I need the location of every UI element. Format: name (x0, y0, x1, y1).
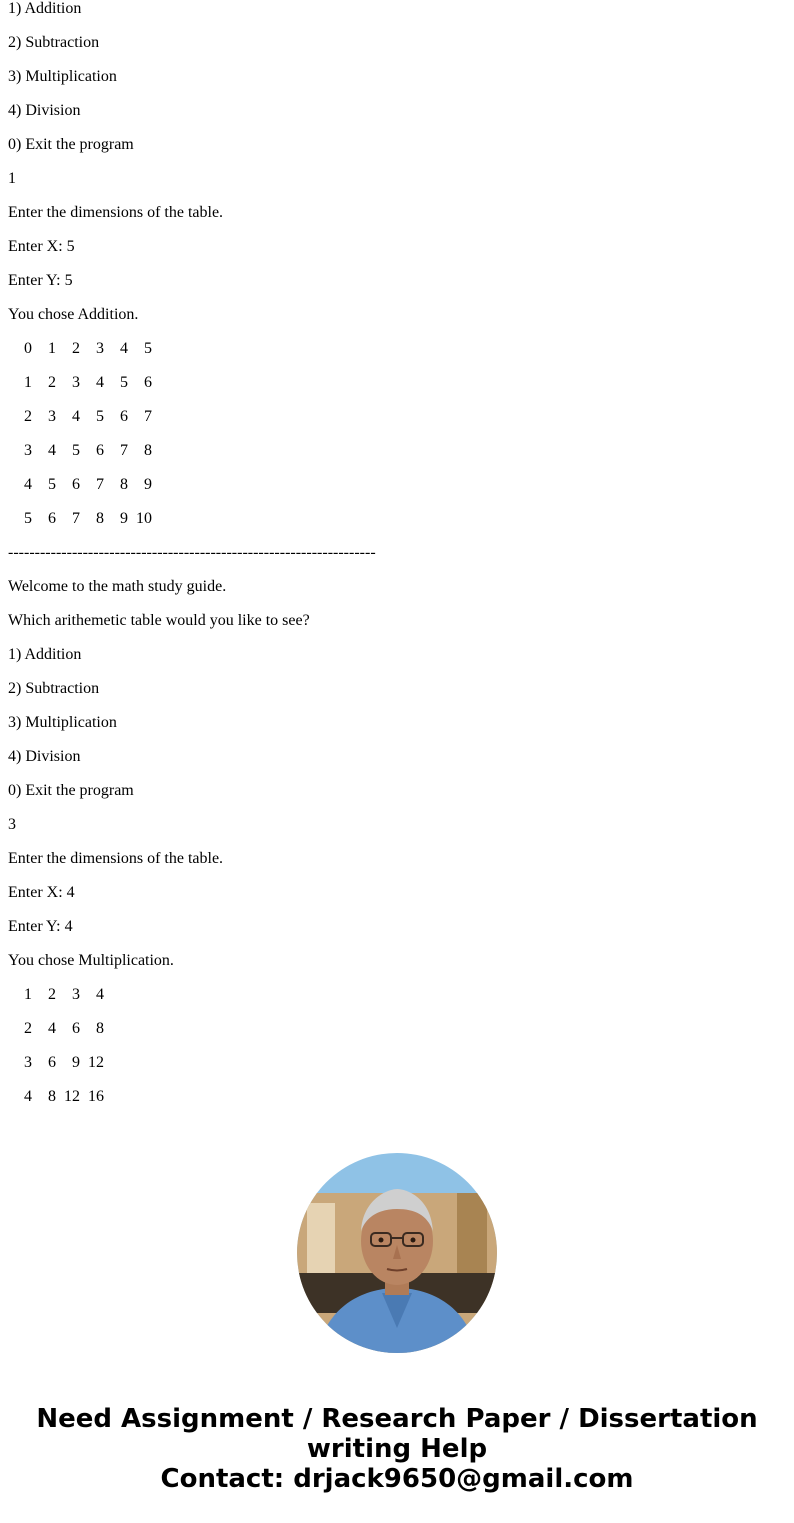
table-cell: 2 (24, 1020, 32, 1037)
table-cell: 3 (24, 442, 32, 459)
table-cell: 4 (120, 340, 128, 357)
multiplication-table (8, 986, 788, 1122)
table-row (8, 1020, 788, 1054)
table-row (8, 476, 788, 510)
table-cell: 5 (48, 476, 56, 493)
table-cell: 2 (48, 986, 56, 1003)
menu-question: Which arithemetic table would you like to see? (8, 612, 310, 629)
table-cell: 5 (120, 374, 128, 391)
table-cell: 16 (88, 1088, 104, 1105)
table-cell: 2 (48, 374, 56, 391)
table-cell: 3 (72, 374, 80, 391)
table-cell: 4 (48, 442, 56, 459)
table-cell: 5 (24, 510, 32, 527)
dimensions-prompt: Enter the dimensions of the table. (8, 204, 224, 221)
user-choice: 1 (8, 170, 16, 187)
table-cell: 9 (72, 1054, 80, 1071)
portrait-image (297, 1153, 497, 1353)
table-cell: 0 (24, 340, 32, 357)
promo-banner (0, 1404, 794, 1494)
table-cell: 6 (96, 442, 104, 459)
table-cell: 5 (144, 340, 152, 357)
promo-contact: Contact: drjack9650@gmail.com (160, 1464, 634, 1494)
table-cell: 8 (96, 1020, 104, 1037)
table-row (8, 986, 788, 1020)
table-cell: 1 (24, 374, 32, 391)
enter-x-line: Enter X: 5 (8, 238, 75, 255)
table-row (8, 374, 788, 408)
table-row (8, 1054, 788, 1088)
table-row (8, 510, 788, 544)
table-cell: 7 (120, 442, 128, 459)
table-cell: 6 (48, 1054, 56, 1071)
author-photo (297, 1153, 497, 1353)
table-cell: 4 (24, 1088, 32, 1105)
table-cell: 6 (72, 1020, 80, 1037)
table-cell: 1 (48, 340, 56, 357)
table-cell: 6 (72, 476, 80, 493)
menu-item-subtraction: 2) Subtraction (8, 680, 100, 697)
table-cell: 12 (64, 1088, 80, 1105)
table-cell: 3 (96, 340, 104, 357)
table-cell: 2 (72, 340, 80, 357)
dimensions-prompt: Enter the dimensions of the table. (8, 850, 224, 867)
table-cell: 6 (144, 374, 152, 391)
table-cell: 4 (24, 476, 32, 493)
table-cell: 12 (88, 1054, 104, 1071)
table-cell: 4 (48, 1020, 56, 1037)
menu-item-exit: 0) Exit the program (8, 136, 134, 153)
table-cell: 8 (120, 476, 128, 493)
table-cell: 8 (48, 1088, 56, 1105)
table-cell: 5 (96, 408, 104, 425)
table-row (8, 1088, 788, 1122)
menu-item-multiplication: 3) Multiplication (8, 714, 117, 731)
table-cell: 9 (120, 510, 128, 527)
user-choice: 3 (8, 816, 16, 833)
promo-line-2: writing Help (306, 1434, 488, 1464)
menu-item-exit: 0) Exit the program (8, 782, 134, 799)
table-cell: 6 (120, 408, 128, 425)
separator-line: --------------------------------------------------------------------- (8, 544, 376, 561)
table-cell: 3 (72, 986, 80, 1003)
table-cell: 1 (24, 986, 32, 1003)
enter-y-line: Enter Y: 5 (8, 272, 73, 289)
table-cell: 7 (72, 510, 80, 527)
table-cell: 3 (48, 408, 56, 425)
menu-item-division: 4) Division (8, 102, 81, 119)
table-cell: 9 (144, 476, 152, 493)
enter-y-line: Enter Y: 4 (8, 918, 73, 935)
table-row (8, 408, 788, 442)
table-cell: 4 (72, 408, 80, 425)
table-cell: 7 (96, 476, 104, 493)
table-cell: 4 (96, 374, 104, 391)
menu-item-division: 4) Division (8, 748, 81, 765)
enter-x-line: Enter X: 4 (8, 884, 75, 901)
welcome-message: Welcome to the math study guide. (8, 578, 227, 595)
chose-message: You chose Addition. (8, 306, 139, 323)
menu-item-multiplication: 3) Multiplication (8, 68, 117, 85)
addition-table (8, 340, 788, 544)
menu-item-subtraction: 2) Subtraction (8, 34, 100, 51)
menu-item-addition: 1) Addition (8, 0, 82, 17)
table-row (8, 442, 788, 476)
table-cell: 7 (144, 408, 152, 425)
table-row (8, 340, 788, 374)
table-cell: 3 (24, 1054, 32, 1071)
table-cell: 5 (72, 442, 80, 459)
promo-line-1: Need Assignment / Research Paper / Dissertation (36, 1404, 758, 1434)
table-cell: 8 (96, 510, 104, 527)
menu-item-addition: 1) Addition (8, 646, 82, 663)
chose-message: You chose Multiplication. (8, 952, 174, 969)
table-cell: 10 (136, 510, 152, 527)
table-cell: 2 (24, 408, 32, 425)
table-cell: 8 (144, 442, 152, 459)
table-cell: 4 (96, 986, 104, 1003)
table-cell: 6 (48, 510, 56, 527)
console-output (8, 0, 788, 1122)
